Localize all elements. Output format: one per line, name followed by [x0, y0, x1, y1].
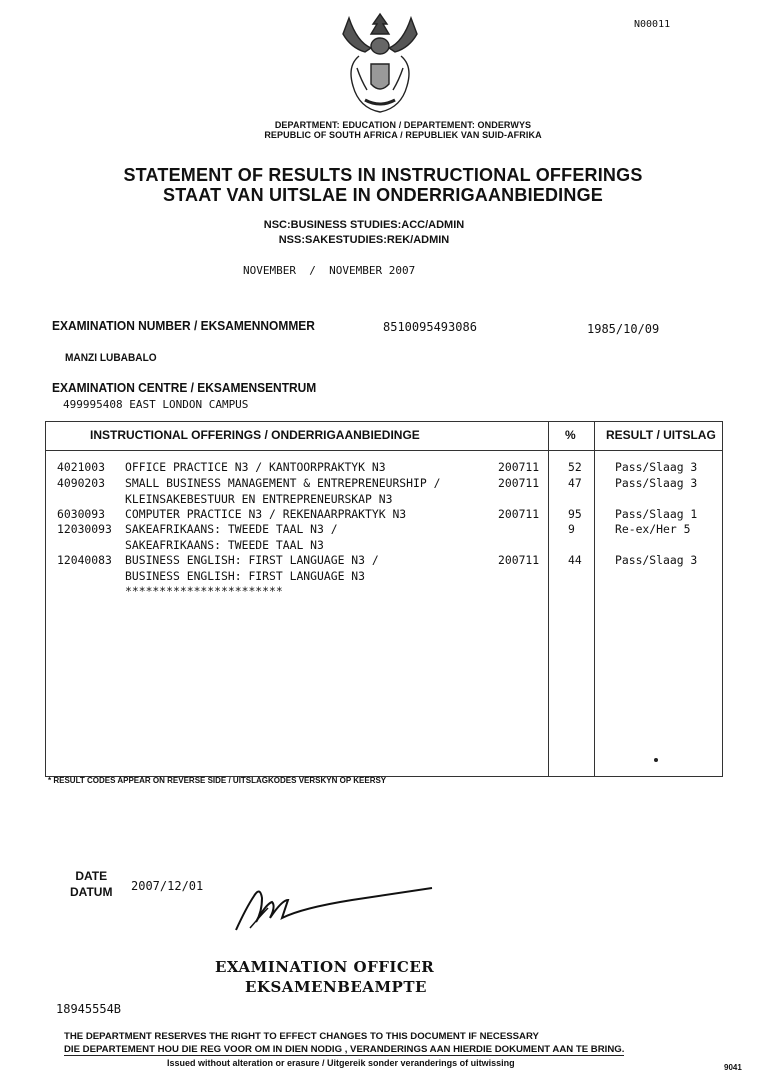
- exam-period: 200711: [498, 553, 540, 567]
- table-header-divider: [45, 450, 723, 451]
- title-english: STATEMENT OF RESULTS IN INSTRUCTIONAL OFFERINGS: [123, 165, 643, 185]
- date-label-english: DATE: [75, 869, 108, 883]
- subject-percent: 47: [568, 476, 582, 490]
- subject-code: 4090203: [57, 476, 106, 490]
- reference-number: 18945554B: [56, 1002, 122, 1016]
- date-label: [70, 868, 112, 900]
- centre-label: EXAMINATION CENTRE / EKSAMENSENTRUM: [52, 380, 317, 395]
- disclaimer-afrikaans: DIE DEPARTEMENT HOU DIE REG VOOR OM IN DIEN NODIG , VERANDERINGS AAN HIERDIE DOKUMENT AAN TE BRING.: [64, 1044, 625, 1055]
- exam-period: 200711: [498, 476, 540, 490]
- subject-name: SAKEAFRIKAANS: TWEEDE TAAL N3 /: [125, 522, 338, 536]
- subject-name: OFFICE PRACTICE N3 / KANTOORPRAKTYK N3: [125, 460, 386, 474]
- result-column-divider: [594, 421, 595, 777]
- officer-title-afrikaans: EKSAMENBEAMPTE: [245, 978, 427, 996]
- subject-code: 4021003: [57, 460, 106, 474]
- subject-result: Pass/Slaag 3: [615, 460, 698, 474]
- signature-icon: [232, 878, 442, 938]
- subject-name: SMALL BUSINESS MANAGEMENT & ENTREPRENEURSHIP /: [125, 476, 441, 490]
- subject-percent: 44: [568, 553, 582, 567]
- subject-name-af: KLEINSAKEBESTUUR EN ENTREPRENEURSKAP N3: [125, 492, 393, 506]
- subject-code: 12040083: [57, 553, 112, 567]
- disclaimer-english: THE DEPARTMENT RESERVES THE RIGHT TO EFFECT CHANGES TO THIS DOCUMENT IF NECESSARY: [64, 1031, 539, 1042]
- candidate-name: MANZI LUBABALO: [65, 352, 157, 364]
- subject-name-af: SAKEAFRIKAANS: TWEEDE TAAL N3: [125, 538, 324, 552]
- col-percent-header: %: [565, 428, 576, 442]
- programme-afrikaans: NSS:SAKESTUDIES:REK/ADMIN: [278, 234, 450, 246]
- exam-number-label: EXAMINATION NUMBER / EKSAMENNOMMER: [52, 318, 315, 333]
- subject-result: Pass/Slaag 3: [615, 476, 698, 490]
- issued-note: Issued without alteration or erasure / Uitgereik sonder veranderings of uitwissing: [167, 1058, 515, 1068]
- subject-result: Pass/Slaag 3: [615, 553, 698, 567]
- form-number: 9041: [724, 1063, 742, 1072]
- subject-percent: 52: [568, 460, 582, 474]
- subject-code: 6030093: [57, 507, 106, 521]
- centre-value: 499995408 EAST LONDON CAMPUS: [63, 398, 249, 411]
- coat-of-arms-icon: [337, 8, 423, 120]
- birth-date: 1985/10/09: [587, 322, 660, 336]
- percent-column-divider: [548, 421, 549, 777]
- subject-name: COMPUTER PRACTICE N3 / REKENAARPRAKTYK N3: [125, 507, 407, 521]
- exam-session: NOVEMBER / NOVEMBER 2007: [243, 264, 416, 277]
- result-codes-note: * RESULT CODES APPEAR ON REVERSE SIDE / UITSLAGKODES VERSKYN OP KEERSY: [48, 776, 387, 785]
- department-line: DEPARTMENT: EDUCATION / DEPARTEMENT: ONDERWYS: [274, 120, 532, 130]
- exam-period: 200711: [498, 507, 540, 521]
- officer-title-english: EXAMINATION OFFICER: [215, 958, 435, 976]
- subject-percent: 95: [568, 507, 582, 521]
- subject-result: Pass/Slaag 1: [615, 507, 698, 521]
- issue-date: 2007/12/01: [131, 879, 204, 893]
- document-id: N00011: [634, 19, 671, 30]
- col-result-header: RESULT / UITSLAG: [606, 428, 716, 442]
- country-line: REPUBLIC OF SOUTH AFRICA / REPUBLIEK VAN SUID-AFRIKA: [264, 130, 542, 140]
- date-label-afrikaans: DATUM: [70, 885, 113, 899]
- subject-percent: 9: [568, 522, 575, 536]
- col-offerings-header: INSTRUCTIONAL OFFERINGS / ONDERRIGAANBIEDINGE: [90, 428, 420, 442]
- subject-name-af: BUSINESS ENGLISH: FIRST LANGUAGE N3: [125, 569, 366, 583]
- table-end-marker: ***********************: [125, 584, 283, 598]
- dot-mark: [654, 758, 658, 762]
- title-afrikaans: STAAT VAN UITSLAE IN ONDERRIGAANBIEDINGE: [162, 185, 603, 205]
- subject-name: BUSINESS ENGLISH: FIRST LANGUAGE N3 /: [125, 553, 379, 567]
- subject-code: 12030093: [57, 522, 112, 536]
- exam-period: 200711: [498, 460, 540, 474]
- programme-english: NSC:BUSINESS STUDIES:ACC/ADMIN: [263, 219, 465, 231]
- exam-number: 8510095493086: [383, 320, 477, 334]
- subject-result: Re-ex/Her 5: [615, 522, 691, 536]
